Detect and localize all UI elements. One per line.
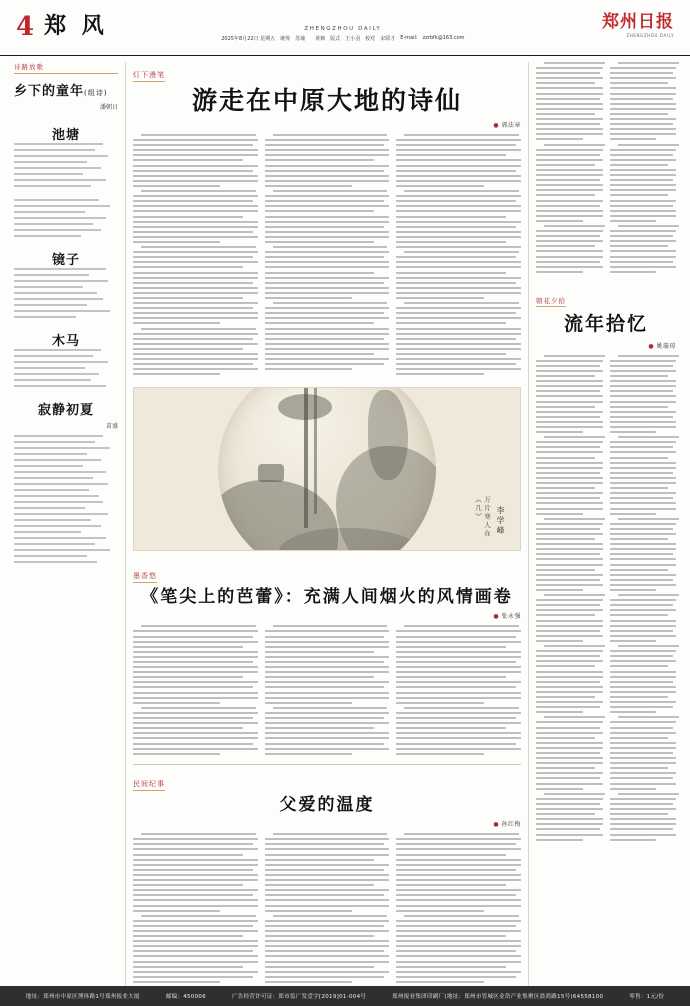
- book-review-story: [133, 563, 521, 758]
- masthead-center: [108, 14, 578, 44]
- body-col: [396, 833, 521, 986]
- body-col: [610, 62, 677, 276]
- poem-title-note: (组诗): [84, 89, 108, 97]
- artwork-circle: [218, 387, 436, 551]
- family-story-byline: [133, 819, 521, 828]
- meta-value-2: 黄枫: [315, 36, 326, 42]
- footer-price: 零售：1元/份: [629, 994, 665, 1000]
- byline-name: 姚璇琼: [656, 342, 676, 350]
- body-col: [265, 833, 390, 986]
- illustration-artwork: [133, 387, 521, 551]
- right-feature-byline: [536, 341, 676, 350]
- byline-dot: ●: [493, 613, 500, 621]
- body-col: [133, 625, 258, 757]
- poem-title: 镜子: [51, 253, 80, 268]
- meta-label-5: E-mail:: [400, 35, 418, 41]
- poem-item: [14, 199, 118, 237]
- poem-title: 寂静初夏: [37, 403, 94, 418]
- poem-body-extra: [14, 199, 118, 237]
- body-col: [133, 134, 258, 379]
- byline-dot: ●: [493, 122, 500, 129]
- right-feature-body: [536, 355, 676, 844]
- body-col: [396, 134, 521, 379]
- book-review-title-quoted: 《笔尖上的芭蕾》: [141, 586, 285, 607]
- body-col: [536, 62, 603, 276]
- poem-item: [14, 124, 118, 187]
- body-col: [265, 625, 390, 757]
- body-col: [396, 625, 521, 757]
- meta-value-4: 宋联才: [380, 36, 396, 42]
- poem-body: [14, 143, 118, 187]
- footer-address: 地址：郑州市中原区博体路1号郑州报业大厦: [25, 994, 140, 1000]
- poem-title: 池塘: [51, 128, 80, 143]
- poem-body: [14, 349, 118, 387]
- book-review-title-rest: ：充满人间烟火的风情画卷: [284, 586, 513, 607]
- right-feature-kicker: 朝花夕拾: [536, 296, 566, 305]
- body-col: [536, 355, 603, 844]
- masthead: [0, 0, 690, 56]
- right-feature-headline: 流年拾忆: [563, 312, 648, 335]
- lead-story-headline: 游走在中原大地的诗仙: [191, 86, 462, 115]
- poem-title: [14, 80, 118, 99]
- right-column: [536, 62, 676, 986]
- right-feature-story: [536, 288, 676, 844]
- meta-label-0: 统筹: [280, 36, 291, 42]
- body-col: [610, 355, 677, 844]
- poem-title: 木马: [51, 334, 80, 349]
- body-col: [265, 134, 390, 379]
- poem-author: 苗盛: [105, 423, 118, 430]
- masthead-english-title: ZHENGZHOU DAILY: [304, 26, 382, 32]
- page-number: 4: [16, 12, 35, 42]
- body-col: [133, 833, 258, 986]
- book-review-kicker: 墨香悠: [133, 571, 157, 583]
- poem-body: [14, 268, 118, 318]
- meta-value-0: 苏瑜: [295, 36, 306, 42]
- page-footer: [0, 986, 690, 1006]
- family-story-kicker: 民间纪事: [133, 779, 165, 791]
- main-column: [133, 62, 521, 986]
- page-content: [0, 56, 690, 986]
- poem-item: [14, 80, 118, 111]
- poetry-column-header: 诗路放歌: [14, 62, 118, 74]
- byline-name: 郭法章: [501, 122, 521, 129]
- poem-author: 潘朝日: [99, 104, 118, 111]
- byline-name: 孙红梅: [501, 821, 521, 829]
- lead-story: [133, 62, 521, 379]
- book-review-headline: [133, 587, 521, 607]
- byline-dot: ●: [648, 342, 655, 350]
- byline-name: 张永强: [501, 613, 521, 621]
- family-story-headline: 父爱的温度: [279, 794, 375, 815]
- lead-story-continuation: [536, 62, 676, 276]
- lead-story-body: [133, 134, 521, 379]
- brand: [578, 14, 674, 38]
- meta-label-3: 版式: [330, 36, 341, 42]
- family-story: [133, 764, 521, 986]
- meta-value-5: zzrbfk@163.com: [422, 35, 465, 41]
- family-story-body: [133, 833, 521, 986]
- lead-story-byline: [133, 120, 521, 129]
- poetry-column: [14, 62, 118, 986]
- footer-ad-license: 广告经营许可证：郑市监广发壹字[2019]01-004号: [232, 994, 367, 1000]
- meta-value-3: 王小羽: [345, 36, 361, 42]
- poem-item: [14, 330, 118, 387]
- publish-date: 2025年8月22日 星期五: [221, 36, 276, 42]
- brand-name-en: ZHENGZHOU DAILY: [626, 33, 674, 38]
- meta-label-4: 校对: [365, 36, 376, 42]
- section-name: 郑 风: [44, 13, 108, 39]
- footer-printer: 郑州报业集团印刷厂(地址：郑州市管城区金岱产业集聚区晨尚路15号)64558100: [392, 994, 604, 1000]
- book-review-byline: [133, 611, 521, 620]
- poem-body: [14, 435, 118, 563]
- artwork-credit: 李学峰: [496, 505, 505, 536]
- masthead-meta: [221, 35, 464, 42]
- byline-dot: ●: [493, 821, 500, 829]
- footer-postcode: 邮编：450006: [165, 994, 206, 1000]
- column-divider: [125, 62, 126, 986]
- poem-item: [14, 399, 118, 563]
- column-divider: [528, 62, 529, 986]
- poem-item: [14, 249, 118, 318]
- artwork-seal-text: 万片寒人在《几》: [474, 495, 491, 538]
- book-review-body: [133, 625, 521, 757]
- brand-name-cn: 郑州日报: [602, 12, 674, 32]
- poem-title-text: 乡下的童年: [14, 84, 85, 99]
- lead-story-kicker: 灯下漫笔: [133, 70, 165, 82]
